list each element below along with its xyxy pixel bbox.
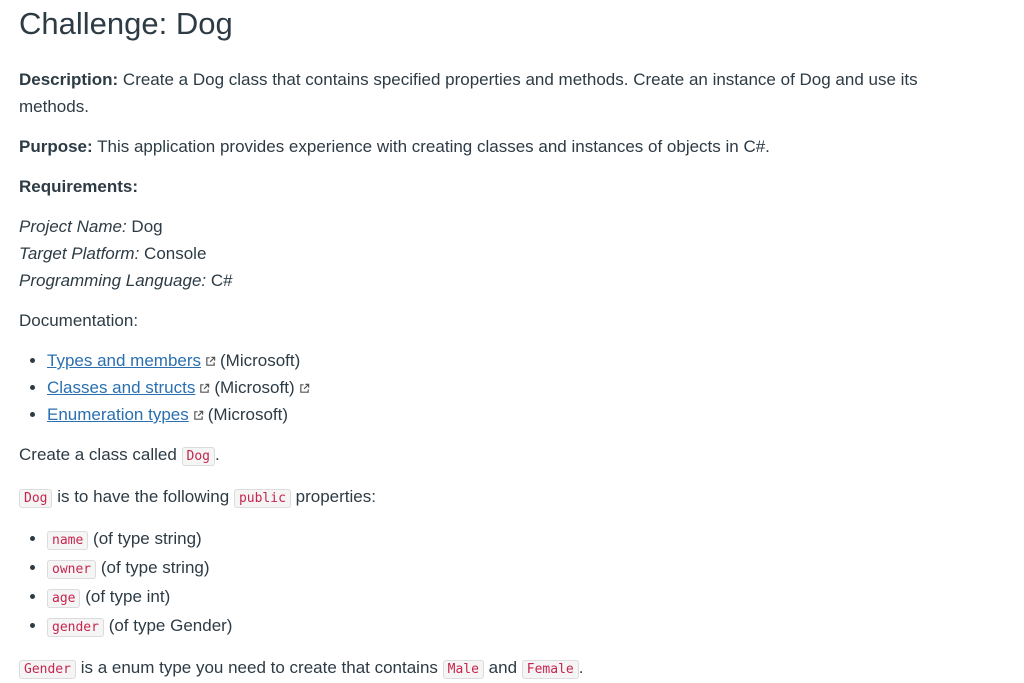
properties-list bbox=[19, 525, 1005, 641]
project-name-value: Dog bbox=[126, 217, 163, 236]
instruction-text: properties: bbox=[290, 487, 376, 506]
types-and-members-link[interactable]: Types and members bbox=[47, 351, 202, 370]
link-source: (Microsoft) bbox=[214, 378, 295, 397]
code-female: Female bbox=[522, 660, 579, 679]
requirements-heading: Requirements: bbox=[19, 177, 139, 196]
documentation-heading: Documentation: bbox=[19, 311, 139, 330]
purpose-label: Purpose: bbox=[19, 137, 93, 156]
programming-language-label: Programming Language: bbox=[19, 271, 207, 290]
property-type: (of type string) bbox=[96, 558, 210, 577]
property-type: (of type string) bbox=[88, 529, 202, 548]
properties-intro bbox=[19, 483, 1005, 512]
list-item bbox=[47, 612, 1005, 641]
instruction-text: . bbox=[578, 658, 584, 677]
project-name-label: Project Name: bbox=[19, 217, 127, 236]
programming-language-value: C# bbox=[206, 271, 233, 290]
code-property: name bbox=[47, 531, 88, 550]
description-label: Description: bbox=[19, 70, 119, 89]
code-dog: Dog bbox=[182, 447, 215, 466]
code-property: age bbox=[47, 589, 80, 608]
property-type: (of type int) bbox=[80, 587, 171, 606]
target-platform-value: Console bbox=[139, 244, 207, 263]
list-item bbox=[47, 347, 1005, 374]
list-item bbox=[47, 374, 1005, 401]
code-gender: Gender bbox=[19, 660, 76, 679]
list-item bbox=[47, 401, 1005, 428]
link-source: (Microsoft) bbox=[220, 351, 301, 370]
external-link-icon bbox=[205, 356, 216, 367]
link-source: (Microsoft) bbox=[207, 405, 289, 424]
code-dog: Dog bbox=[19, 489, 52, 508]
description bbox=[19, 66, 979, 120]
create-class-instruction bbox=[19, 441, 1005, 470]
instruction-text: and bbox=[483, 658, 522, 677]
code-public: public bbox=[234, 489, 291, 508]
gender-enum-instruction bbox=[19, 654, 1005, 683]
property-type: (of type Gender) bbox=[103, 616, 233, 635]
enumeration-types-link[interactable]: Enumeration types bbox=[47, 405, 189, 424]
page-title: Challenge: Dog bbox=[19, 6, 233, 41]
list-item bbox=[47, 525, 1005, 554]
description-text: Create a Dog class that contains specified properties and methods. Create an instance of Dog and use its methods. bbox=[19, 70, 918, 116]
code-property: gender bbox=[47, 618, 104, 637]
target-platform-label: Target Platform: bbox=[19, 244, 140, 263]
purpose bbox=[19, 133, 1005, 160]
list-item bbox=[47, 583, 1005, 612]
instruction-text: is to have the following bbox=[52, 487, 234, 506]
instruction-text: Create a class called bbox=[19, 445, 182, 464]
external-link-icon bbox=[299, 383, 310, 394]
external-link-icon bbox=[199, 383, 210, 394]
project-info bbox=[19, 213, 1005, 294]
instruction-text: is a enum type you need to create that contains bbox=[75, 658, 443, 677]
classes-and-structs-link[interactable]: Classes and structs bbox=[47, 378, 196, 397]
code-male: Male bbox=[443, 660, 484, 679]
list-item bbox=[47, 554, 1005, 583]
external-link-icon bbox=[193, 410, 204, 421]
documentation-list bbox=[19, 347, 1005, 428]
instruction-text: . bbox=[215, 445, 220, 464]
code-property: owner bbox=[47, 560, 96, 579]
purpose-text: This application provides experience with creating classes and instances of objects in C#. bbox=[92, 137, 770, 156]
